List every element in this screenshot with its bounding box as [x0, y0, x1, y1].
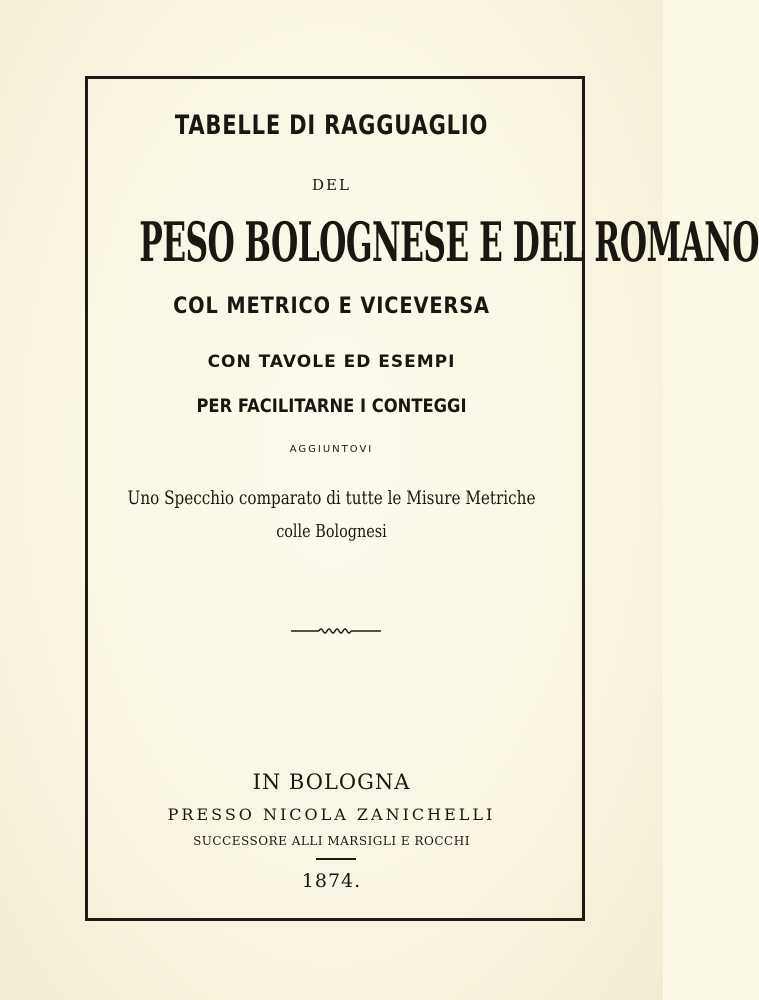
imprint-year: 1874. — [301, 870, 362, 892]
imprint-successor: SUCCESSORE ALLI MARSIGLI E ROCCHI — [193, 834, 470, 848]
appendix-line-2: colle Bolognesi — [276, 521, 387, 542]
purpose-line: PER FACILITARNE I CONTEGGI — [196, 395, 467, 417]
imprint-city: IN BOLOGNA — [252, 770, 411, 794]
heading: TABELLE DI RAGGUAGLIO — [174, 110, 489, 141]
main-title: PESO BOLOGNESE E DEL ROMANO — [139, 210, 759, 274]
conjunction-del: DEL — [312, 176, 351, 194]
added-label: AGGIUNTOVI — [289, 444, 374, 455]
imprint-printer: PRESSO NICOLA ZANICHELLI — [167, 805, 496, 824]
ornament-divider-icon — [291, 625, 381, 637]
subtitle: COL METRICO E VICEVERSA — [173, 294, 490, 319]
tables-line: CON TAVOLE ED ESEMPI — [207, 352, 456, 372]
appendix-line-1: Uno Specchio comparato di tutte le Misure Metriche — [127, 487, 536, 509]
short-rule — [316, 858, 356, 860]
